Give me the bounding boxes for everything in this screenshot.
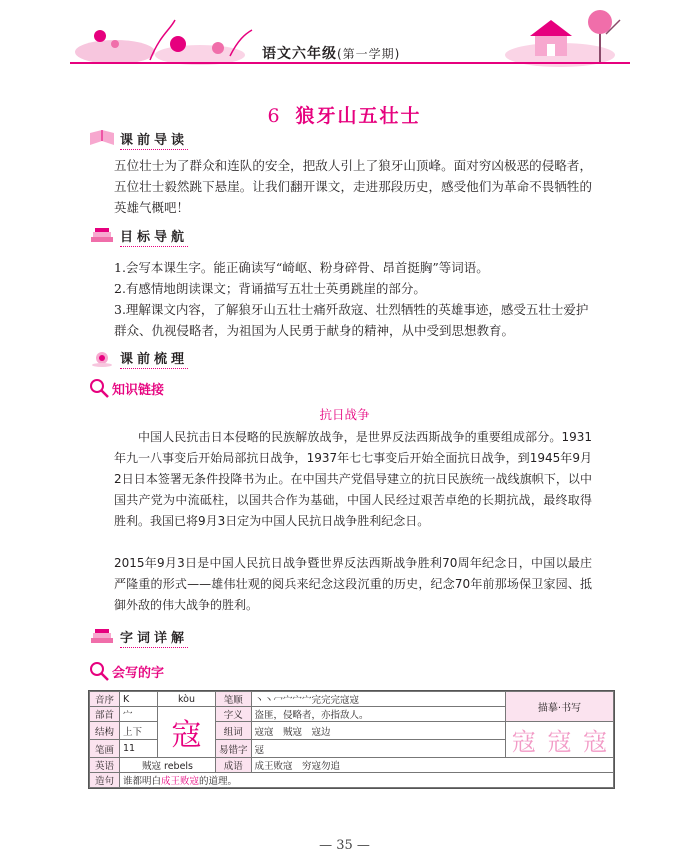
knowledge-para-1: 中国人民抗击日本侵略的民族解放战争，是世界反法西斯战争的重要组成部分。1931年九一八事变后开始局部抗日战争，1937年七七事变后开始全面抗日战争，到1945年9月2日日本签署无条件投降书为止。在中国共产党倡导建立的抗日民族统一战线旗帜下，以中国共产党为中流砥柱，以国共合作为基础，中国人民经过艰苦卓绝的长期抗战，最终取得胜利。我国已将9月3日定为中国人民抗日战争胜利纪念日。 xyxy=(114,430,592,528)
trace-label: 描摹·书写 xyxy=(506,692,614,722)
confusable-char: 冦 xyxy=(251,740,505,758)
book-stack-icon xyxy=(88,627,116,647)
meaning-label: 字义 xyxy=(216,707,252,722)
radical-value: 宀 xyxy=(120,707,158,722)
strokes-label: 笔画 xyxy=(90,740,120,758)
trace-character: 寇 xyxy=(583,728,608,756)
idioms: 成王败寇 穷寇勿追 xyxy=(251,758,613,773)
stroke-order: 丶丶冖宀宀宀完完完寇寇 xyxy=(251,692,505,707)
character-table xyxy=(88,690,615,789)
stroke-order-label: 笔顺 xyxy=(216,692,252,707)
sequence-value: K xyxy=(120,692,158,707)
knowledge-para-2: 2015年9月3日是中国人民抗日战争暨世界反法西斯战争胜利70周年纪念日，中国以最庄严隆重的形式——雄伟壮观的阅兵来纪念这段沉重的历史，纪念70年前那场保卫家园、抵御外敌的伟大战争的胜利。 xyxy=(114,556,592,612)
goal-item-3: 3.理解课文内容，了解狼牙山五壮士痛歼敌寇、壮烈牺牲的英雄事迹，感受五壮士爱护群众、仇视侵略者，为祖国为人民勇于献身的精神，从中受到思想教育。 xyxy=(114,302,589,338)
magnifier-icon xyxy=(88,377,110,399)
book-title: 语文六年级(第一学期) xyxy=(262,46,401,62)
review-heading: 课前梳理 xyxy=(88,347,188,369)
write-heading: 会写的字 xyxy=(88,660,164,682)
magnifier-icon xyxy=(88,660,110,682)
knowledge-title: 抗日战争 xyxy=(319,407,370,422)
meaning: 盗匪，侵略者，亦指敌人。 xyxy=(251,707,505,722)
words-heading: 字词详解 xyxy=(88,626,188,648)
group-label: 组词 xyxy=(216,722,252,740)
intro-text: 五位壮士为了群众和连队的安全，把敌人引上了狼牙山顶峰。面对穷凶极恶的侵略者，五位壮士毅然跳下悬崖。让我们翻开课文，走进那段历史，感受他们为革命不畏牺牲的英雄气概吧！ xyxy=(114,158,592,215)
english-label: 英语 xyxy=(90,758,120,773)
knowledge-heading: 知识链接 xyxy=(88,377,164,399)
page-number: — 35 — xyxy=(319,838,370,853)
page-header xyxy=(0,0,689,78)
structure-label: 结构 xyxy=(90,722,120,740)
strokes-value: 11 xyxy=(120,740,158,758)
sequence-label: 音序 xyxy=(90,692,120,707)
lesson-name: 狼牙山五壮士 xyxy=(295,105,422,127)
structure-value: 上下 xyxy=(120,722,158,740)
header-decoration xyxy=(0,0,689,78)
trace-area xyxy=(506,722,614,758)
goal-item-2: 2.有感情地朗读课文；背诵描写五壮士英勇跳崖的部分。 xyxy=(114,281,426,296)
goals-heading: 目标导航 xyxy=(88,225,188,247)
word-group: 寇寇 贼寇 寇边 xyxy=(251,722,505,740)
flower-icon xyxy=(88,348,116,368)
book-icon xyxy=(88,129,116,149)
goal-item-1: 1.会写本课生字。能正确读写“崎岖、粉身碎骨、昂首挺胸”等词语。 xyxy=(114,260,489,275)
intro-heading: 课前导读 xyxy=(88,128,188,150)
main-character: 寇 xyxy=(158,707,216,758)
confusable-label: 易错字 xyxy=(216,740,252,758)
book-stack-icon xyxy=(88,226,116,246)
radical-label: 部首 xyxy=(90,707,120,722)
trace-character: 寇 xyxy=(547,728,572,756)
sentence-label: 造句 xyxy=(90,773,120,788)
lesson-title xyxy=(0,101,689,128)
pinyin: kòu xyxy=(158,692,216,707)
example-sentence: 谁都明白成王败寇的道理。 xyxy=(120,773,614,788)
sentence-highlight: 成王败寇 xyxy=(161,776,200,787)
lesson-number: 6 xyxy=(267,105,282,127)
idiom-label: 成语 xyxy=(216,758,252,773)
english-value: 贼寇 rebels xyxy=(120,758,216,773)
trace-character: 寇 xyxy=(511,728,536,756)
